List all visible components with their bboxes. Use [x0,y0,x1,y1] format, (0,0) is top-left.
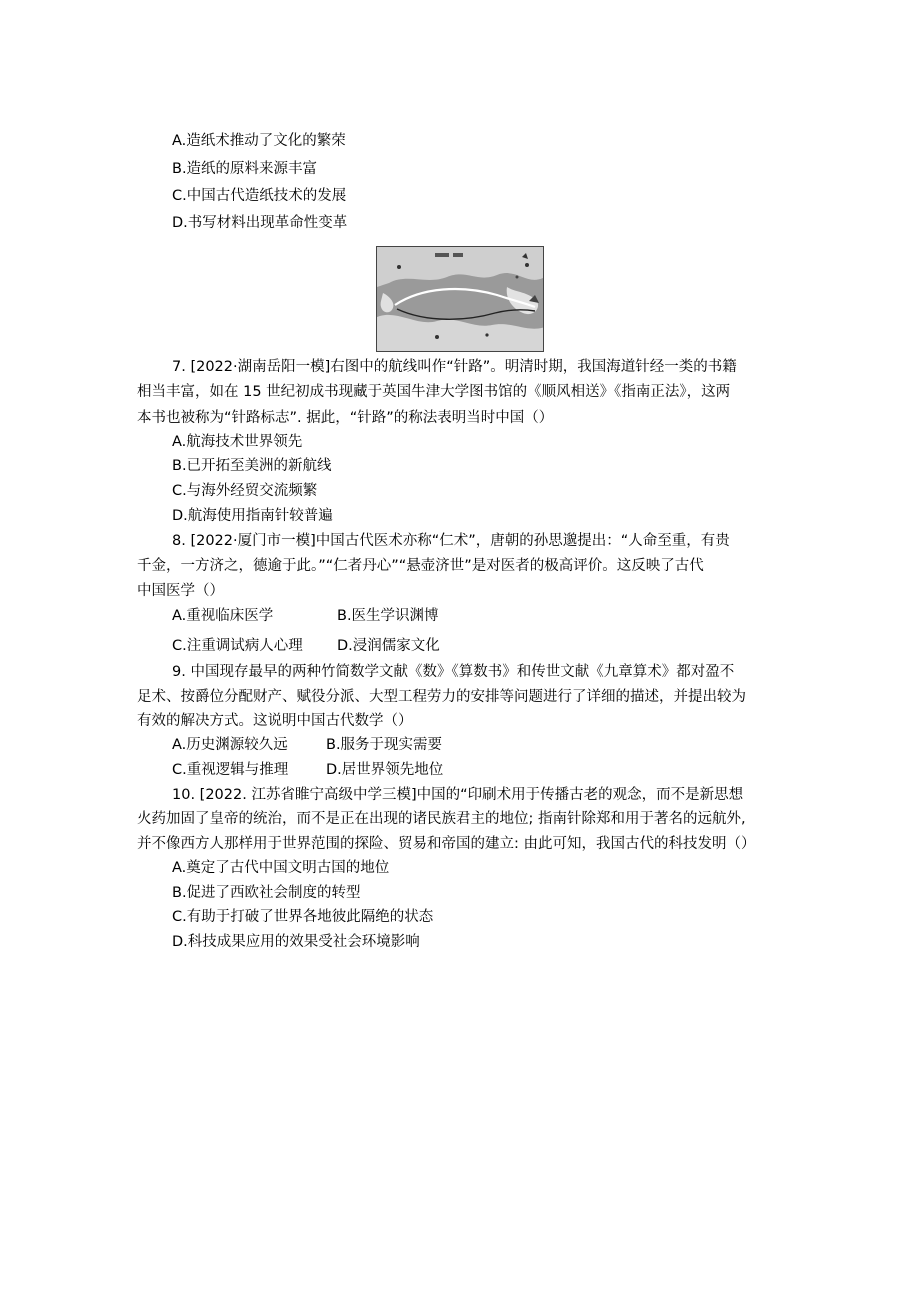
q7-stem-line-1: 7. [2022·湖南岳阳一模]右图中的航线叫作“针路”。明清时期，我国海道针经一类的书籍 [172,359,737,375]
q7-option-c: C.与海外经贸交流频繁 [172,483,318,499]
q6-option-b: B.造纸的原料来源丰富 [172,161,318,177]
q10-option-d: D.科技成果应用的效果受社会环境影响 [172,934,420,950]
q6-option-a: A.造纸术推动了文化的繁荣 [172,133,346,149]
q8-stem-line-2: 千金，一方济之，德逾于此。”“仁者丹心”“悬壶济世”是对医者的极高评价。这反映了古代 [137,558,704,574]
q9-stem-line-3: 有效的解决方式。这说明中国古代数学（） [137,713,413,729]
q7-option-a: A.航海技术世界领先 [172,434,303,450]
q7-stem-line-3: 本书也被称为“针路标志”. 据此，“针路”的称法表明当时中国（） [137,410,554,426]
q8-option-c: C.注重调试病人心理 [172,638,303,654]
q7-option-b: B.已开拓至美洲的新航线 [172,458,332,474]
q9-option-d: D.居世界领先地位 [326,762,444,778]
q9-stem-line-1: 9. 中国现存最早的两种竹简数学文献《数》《算数书》和传世文献《九章算术》都对盈不 [172,664,735,680]
q10-stem-line-3: 并不像西方人那样用于世界范围的探险、贸易和帝国的建立: 由此可知，我国古代的科技发明（） [137,836,756,852]
q8-option-a: A.重视临床医学 [172,608,274,624]
q9-option-a: A.历史渊源较久远 [172,737,288,753]
q9-option-c: C.重视逻辑与推理 [172,762,289,778]
q10-option-a: A.奠定了古代中国文明古国的地位 [172,860,390,876]
q10-stem-line-1: 10. [2022. 江苏省睢宁高级中学三模]中国的“印刷术用于传播古老的观念，而不是新思想 [172,787,744,803]
q10-option-b: B.促进了西欧社会制度的转型 [172,885,361,901]
q9-option-b: B.服务于现实需要 [326,737,443,753]
q8-option-b: B.医生学识渊博 [337,608,439,624]
q10-stem-line-2: 火药加固了皇帝的统治，而不是正在出现的诸民族君主的地位; 指南针除郑和用于著名的远航外, [137,811,746,827]
q9-stem-line-2: 足术、按爵位分配财产、赋役分派、大型工程劳力的安排等问题进行了详细的描述，并提出较为 [137,689,746,705]
q8-option-d: D.浸润儒家文化 [337,638,440,654]
q6-option-d: D.书写材料出现革命性变革 [172,215,348,231]
navigation-route-map-image [376,246,544,352]
q8-stem-line-3: 中国医学（） [137,583,224,599]
q6-option-c: C.中国古代造纸技术的发展 [172,188,347,204]
q7-option-d: D.航海使用指南针较普遍 [172,508,333,524]
q7-stem-line-2: 相当丰富，如在 15 世纪初成书现藏于英国牛津大学图书馆的《顺风相送》《指南正法》，这两 [137,384,731,400]
q8-stem-line-1: 8. [2022·厦门市一模]中国古代医术亦称“仁术”，唐朝的孙思邈提出：“人命至重，有贵 [172,533,730,549]
q10-option-c: C.有助于打破了世界各地彼此隔绝的状态 [172,909,434,925]
